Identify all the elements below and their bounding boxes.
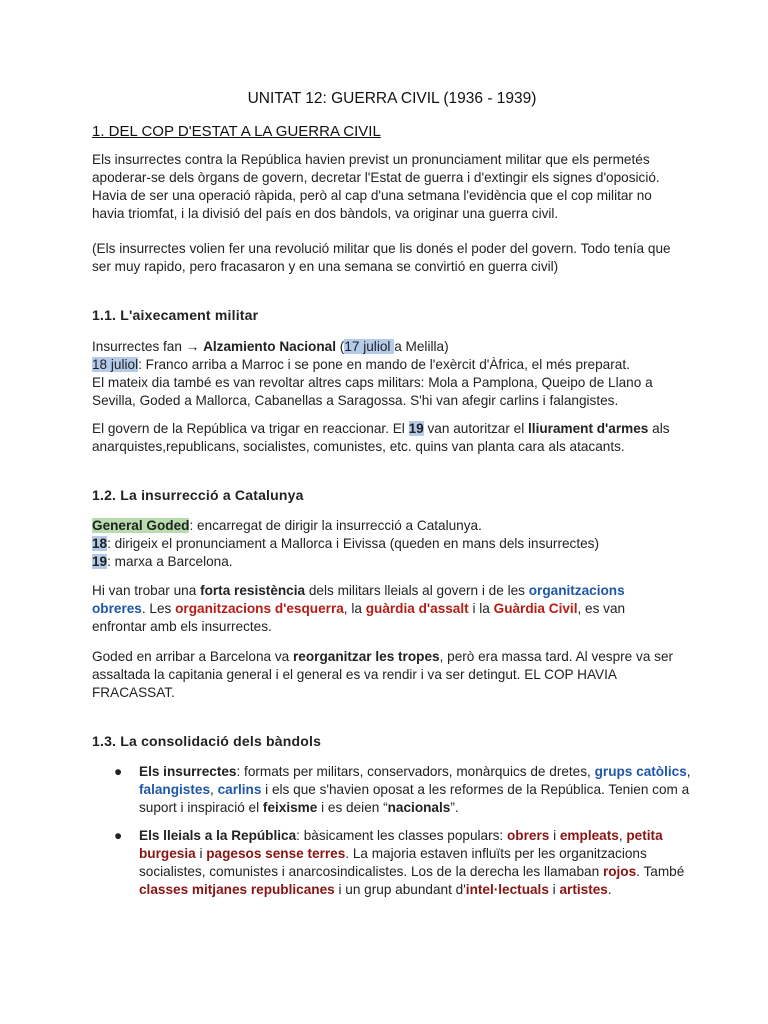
- key-term: Els insurrectes: [139, 764, 237, 779]
- red-term: guàrdia d'assalt: [365, 601, 469, 616]
- text: van autoritzar el: [423, 421, 529, 436]
- red-term: intel·lectuals: [465, 882, 549, 897]
- text: i els que s'havien oposat a les reformes de la República. Tenien com a suport i inspiració el: [139, 782, 690, 815]
- document-title: UNITAT 12: GUERRA CIVIL (1936 - 1939): [247, 90, 537, 107]
- text: : bàsicament les classes populars:: [296, 828, 507, 843]
- section1-paragraph-2: (Els insurrectes volien fer una revolució militar que lis donés el poder del govern. Todo tenía que ser muy rapido, pero fracasaron y en una semana se convirtió en guerra civil): [92, 241, 671, 274]
- date-highlight: 19: [408, 421, 424, 436]
- section-heading-1: 1. DEL COP D'ESTAT A LA GUERRA CIVIL: [92, 123, 381, 140]
- text: .: [607, 882, 612, 897]
- text: ,: [686, 764, 691, 779]
- date-highlight: 18 juliol: [92, 357, 139, 372]
- list-item: [92, 763, 692, 817]
- date-highlight: 17 juliol: [344, 339, 395, 354]
- blue-term: grups catòlics: [594, 764, 687, 779]
- text: ,: [210, 782, 218, 797]
- text: Goded en arribar a Barcelona va: [92, 649, 294, 664]
- text: El mateix dia també es van revoltar altres caps militars: Mola a Pamplona, Queipo de Llano a Sevilla, Goded a Mallorca, Cabanellas a Saragossa. S'hi van afegir carlins i falangistes.: [92, 375, 653, 408]
- s11-lines: [92, 338, 682, 410]
- bullet-icon: ●: [114, 764, 123, 779]
- text: i es deien “: [317, 800, 388, 815]
- text: i un grup abundant d': [334, 882, 466, 897]
- text: : marxa a Barcelona.: [107, 554, 233, 569]
- text: i: [195, 846, 207, 861]
- text: a Melilla): [394, 339, 449, 354]
- blue-term: organitzacions obreres: [92, 583, 625, 616]
- text: i la: [468, 601, 494, 616]
- text: als anarquistes,republicans, socialistes, comunistes, etc. quins van planta cara als atacants.: [92, 421, 670, 454]
- text: . També: [636, 864, 685, 879]
- s12-lines: [92, 517, 682, 571]
- subsection-heading-1-1: 1.1. L'aixecament militar: [92, 307, 259, 323]
- text: ”.: [450, 800, 459, 815]
- text: : Franco arriba a Marroc i se pone en mando de l'exèrcit d'Àfrica, el més preparat.: [138, 357, 630, 372]
- text: : formats per militars, conservadors, monàrquics de dretes,: [236, 764, 595, 779]
- red-term: rojos: [602, 864, 637, 879]
- name-highlight: General Goded: [92, 518, 190, 533]
- text: . La majoria estaven influïts per les organitzacions socialistes, comunistes i anarcosindicalistes. Los de la derecha les llamaban: [139, 846, 647, 879]
- text: i: [548, 882, 560, 897]
- red-term: artistes: [559, 882, 608, 897]
- subsection-heading-1-2: 1.2. La insurrecció a Catalunya: [92, 487, 304, 503]
- red-term: pagesos sense terres: [206, 846, 346, 861]
- bullet-icon: ●: [114, 828, 123, 843]
- text: : encarregat de dirigir la insurrecció a Catalunya.: [189, 518, 482, 533]
- key-term: nacionals: [387, 800, 451, 815]
- text: dels militars lleials al govern i de les: [305, 583, 529, 598]
- text: , però era massa tard. Al vespre va ser assaltada la capitania general i el general es va rendir i va ser detingut. EL COP HAVIA FRACASSAT.: [92, 649, 674, 700]
- text: (: [336, 339, 345, 354]
- key-term: reorganitzar les tropes: [293, 649, 440, 664]
- red-term: obrers: [506, 828, 550, 843]
- red-term: petita burgesia: [139, 828, 663, 861]
- bandols-list: [92, 763, 692, 909]
- key-term: forta resistència: [200, 583, 306, 598]
- s12-paragraph-2: [92, 582, 682, 636]
- key-term: lliurament d'armes: [528, 421, 649, 436]
- text: , es van enfrontar amb els insurrectes.: [92, 601, 626, 634]
- blue-term: falangistes: [139, 782, 211, 797]
- text: . Les: [141, 601, 176, 616]
- text: : dirigeix el pronunciament a Mallorca i Eivissa (queden en mans dels insurrectes): [107, 536, 599, 551]
- alzamiento-term: Alzamiento Nacional: [203, 339, 337, 354]
- key-term: Els lleials a la República: [139, 828, 297, 843]
- s12-paragraph-3: [92, 648, 682, 702]
- text: ,: [618, 828, 627, 843]
- text: El govern de la República va trigar en reaccionar. El: [92, 421, 409, 436]
- date-highlight: 18: [92, 536, 108, 551]
- red-term: empleats: [559, 828, 619, 843]
- section1-paragraph-1: Els insurrectes contra la República havien previst un pronunciament militar que els permetés apoderar-se dels òrgans de govern, decretar l'Estat de guerra i d'extingir els signes d'oposició. Havia de ser una operació ràpida, però al cap d'una setmana l'evidència que el cop militar no havia triomfat, i la divisió del país en dos bàndols, va originar una guerra civil.: [92, 152, 660, 221]
- text: , la: [343, 601, 366, 616]
- blue-term: carlins: [217, 782, 262, 797]
- text: Hi van trobar una: [92, 583, 201, 598]
- date-highlight: 19: [92, 554, 108, 569]
- subsection-heading-1-3: 1.3. La consolidació dels bàndols: [92, 733, 322, 749]
- text: i: [549, 828, 560, 843]
- s11-paragraph-2: [92, 420, 682, 456]
- key-term: feixisme: [262, 800, 318, 815]
- red-term: classes mitjanes republicanes: [139, 882, 335, 897]
- text: Insurrectes fan →: [92, 339, 204, 354]
- red-term: organitzacions d'esquerra: [175, 601, 344, 616]
- red-term: Guàrdia Civil: [493, 601, 578, 616]
- list-item: [92, 827, 692, 899]
